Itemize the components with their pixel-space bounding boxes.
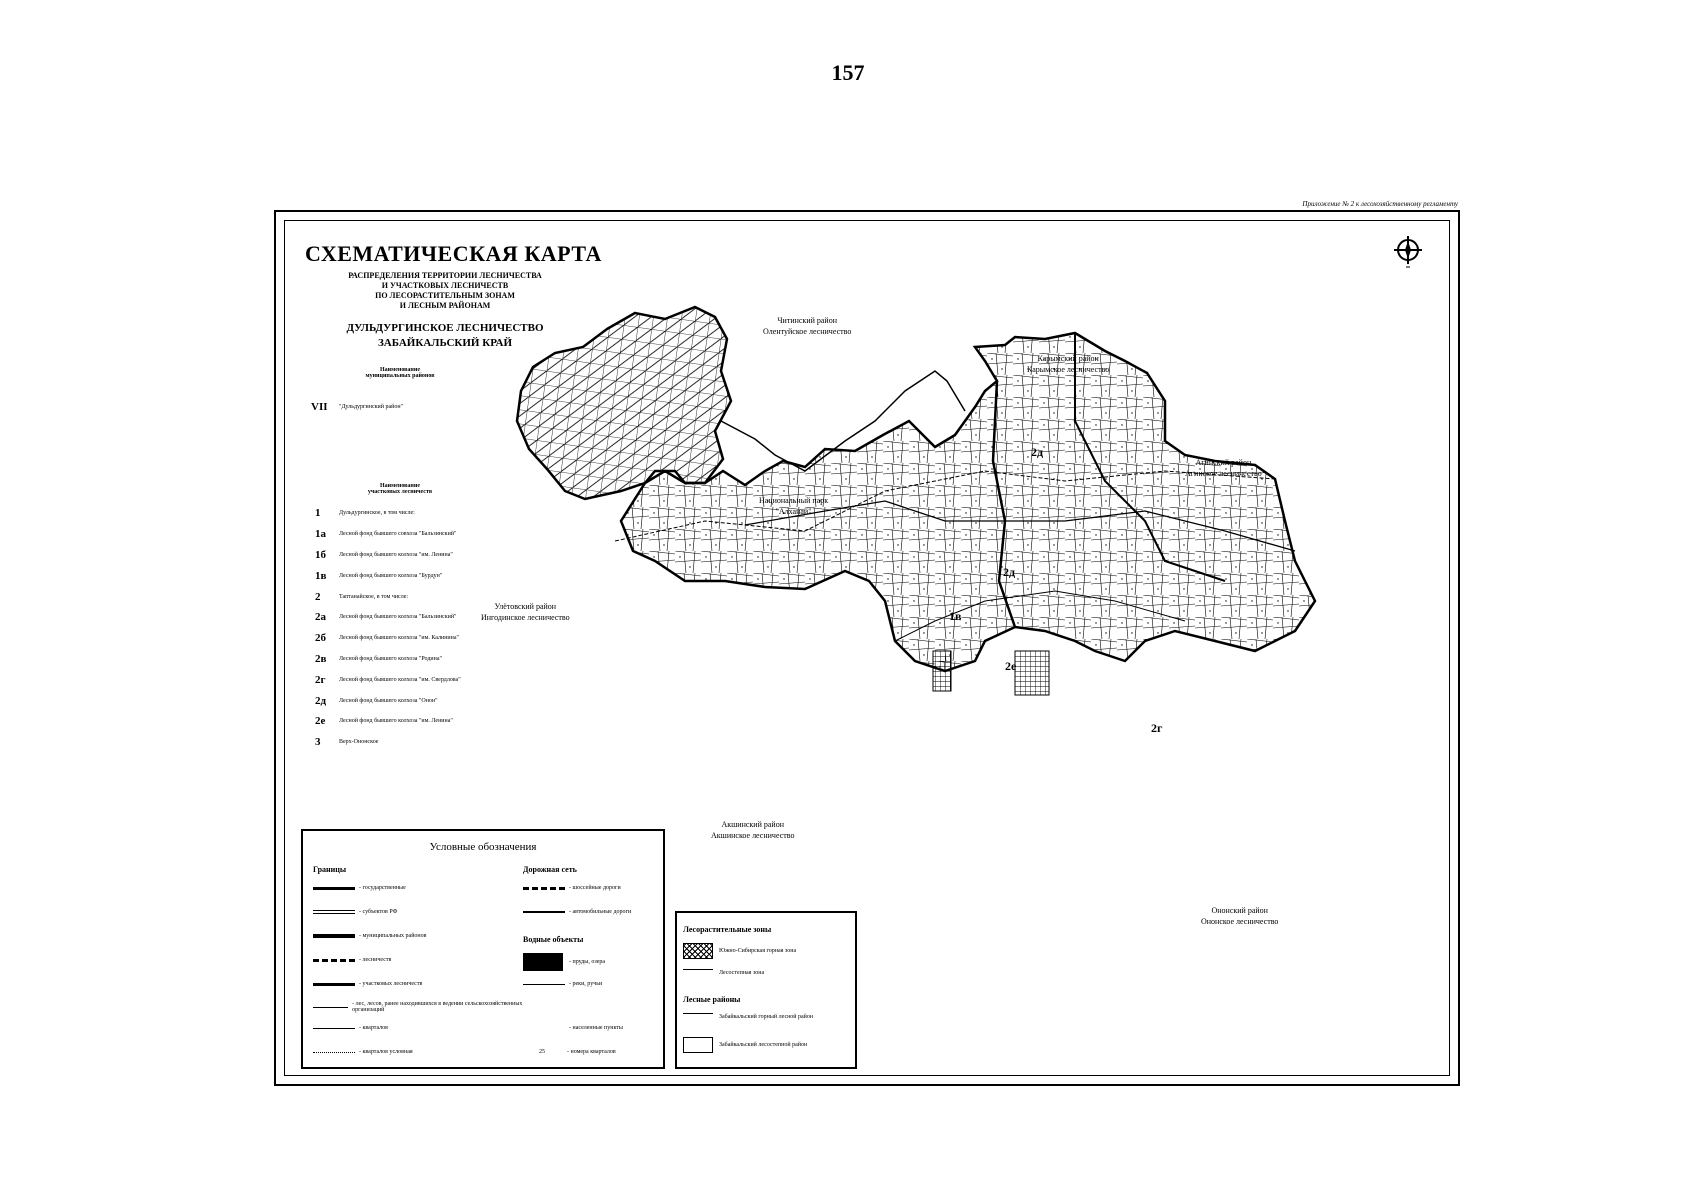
legend-text: - субъектов РФ	[359, 909, 398, 915]
item-code: 1а	[315, 528, 326, 541]
neighbor-label-north	[763, 315, 851, 337]
lake-symbol	[523, 953, 563, 971]
legend-title: Условные обозначения	[429, 841, 537, 853]
district-name: Читинский район	[777, 316, 837, 325]
heading-line: Наименование	[380, 367, 420, 373]
item-code: 1б	[315, 548, 326, 561]
local-forestry-boundary-symbol	[313, 983, 355, 986]
heading-line: участковых лесничеств	[367, 489, 433, 495]
legend-item	[683, 1037, 807, 1053]
item-code: 2в	[315, 652, 327, 665]
legend-item	[313, 1025, 388, 1031]
district-name: Акшинский район	[721, 820, 784, 829]
neighbor-label-east	[1185, 457, 1262, 479]
item-name: Лесной фонд бывшего колхоза "им. Ленина"	[339, 551, 453, 558]
zone-label: 1в	[949, 609, 962, 623]
settlement-block	[1015, 651, 1049, 695]
item-name: Лесной фонд бывшего колхоза "Онон"	[339, 697, 438, 704]
legend-text: - реки, ручьи	[569, 981, 603, 987]
heading-line: муниципальных районов	[365, 373, 435, 379]
legend-item	[569, 1025, 623, 1031]
legend-item	[683, 1013, 813, 1021]
subtitle-line: И УЧАСТКОВЫХ ЛЕСНИЧЕСТВ	[381, 281, 509, 290]
subtitle-line: ПО ЛЕСОРАСТИТЕЛЬНЫМ ЗОНАМ	[375, 291, 515, 300]
item-code: 2а	[315, 611, 326, 624]
item-name: Дульдургинское, в том числе:	[339, 510, 415, 517]
legend-item	[539, 1049, 616, 1055]
state-boundary-symbol	[313, 887, 355, 890]
national-park-label	[759, 495, 828, 517]
appendix-note: Приложение № 2 к лесохозяйственному регламенту	[1302, 200, 1458, 208]
neighbor-label-southeast	[1201, 905, 1278, 927]
item-code: 2б	[315, 632, 326, 645]
legend-item	[523, 981, 602, 987]
region-name: ЗАБАЙКАЛЬСКИЙ КРАЙ	[377, 337, 513, 349]
forestry-name: Ононское лесничество	[1201, 917, 1279, 926]
district-name: Агинский район	[1195, 458, 1252, 467]
item-name: Лесной фонд бывшего колхоза "Бальзинский"	[339, 614, 457, 621]
item-name: Лесной фонд бывшего колхоза "им. Ленина"	[339, 718, 453, 725]
forestry-name: Ингодинское лесничество	[481, 613, 570, 622]
settlement-block	[933, 651, 951, 691]
zones-heading: Лесорастительные зоны	[683, 925, 772, 934]
legend-text: - шоссейные дороги	[569, 885, 621, 891]
legend-text: Забайкальский горный лесной район	[719, 1014, 814, 1020]
map-sheet	[274, 200, 1460, 1086]
legend-text: - кварталов условная	[359, 1049, 413, 1055]
river-symbol	[523, 984, 565, 985]
legend-text: - участковых лесничеств	[359, 981, 423, 987]
legend-text: - кварталов	[359, 1025, 388, 1031]
zones-legend-box	[675, 911, 857, 1069]
legend-item	[313, 1001, 523, 1013]
item-name: Лесной фонд бывшего совхоза "Бальзинский"	[339, 531, 457, 538]
legend-text: Лесостепная зона	[719, 970, 765, 976]
zone-label: 2е	[1005, 659, 1017, 673]
highway-symbol	[523, 887, 565, 890]
mountain-zone-swatch	[683, 943, 713, 959]
item-code: 1в	[315, 569, 327, 582]
legend-text: - лесничеств	[359, 957, 392, 963]
item-name: Лесной фонд бывшего колхоза "Родина"	[339, 655, 442, 662]
municipal-code: VII	[311, 401, 328, 413]
page-number: 157	[831, 60, 865, 85]
municipal-boundary-symbol	[313, 934, 355, 938]
district-name: Улётовский район	[494, 602, 557, 611]
agri-forest-boundary-symbol	[313, 1007, 348, 1008]
forestry-boundary-symbol	[313, 959, 355, 962]
legend-item	[313, 981, 422, 987]
item-name: Таптанайское, в том числе:	[339, 593, 409, 600]
map-title: СХЕМАТИЧЕСКАЯ КАРТА	[305, 241, 602, 266]
legend-text: - населенные пункты	[569, 1025, 623, 1031]
steppe-region-swatch	[683, 1037, 713, 1053]
legend-item	[683, 943, 796, 959]
subject-boundary-symbol	[313, 910, 355, 914]
legend-item	[313, 909, 397, 915]
municipal-name: "Дульдургинский район"	[339, 404, 403, 410]
legend-item	[313, 957, 391, 963]
subtitle-line: РАСПРЕДЕЛЕНИЯ ТЕРРИТОРИИ ЛЕСНИЧЕСТВА	[348, 271, 542, 280]
subtitle-line: И ЛЕСНЫМ РАЙОНАМ	[399, 301, 491, 310]
steppe-zone-swatch	[683, 969, 713, 977]
item-code: 2е	[315, 715, 326, 728]
legend-item	[523, 909, 631, 915]
map-frame	[284, 220, 1450, 1076]
item-name: Лесной фонд бывшего колхоза "им. Калинина"	[339, 635, 459, 642]
legend-text: - муниципальных районов	[359, 933, 427, 939]
neighbor-label-northeast	[1027, 353, 1109, 375]
forestry-name: Олентуйское лесничество	[763, 327, 852, 336]
district-name: Ононский район	[1211, 906, 1268, 915]
item-code: 3	[315, 736, 321, 749]
district-name: Карымский район	[1037, 354, 1099, 363]
mountain-region-swatch	[683, 1013, 713, 1021]
item-name: Лесной фонд бывшего колхоза "Бурдун"	[339, 572, 443, 579]
forestry-name: Карымское лесничество	[1027, 365, 1110, 374]
motor-road-symbol	[523, 911, 565, 913]
legend-text: - номера кварталов	[567, 1049, 616, 1055]
legend-text: - пруды, озера	[569, 959, 606, 965]
zone-label: 2д	[1003, 565, 1016, 579]
neighbor-label-west	[481, 601, 570, 623]
park-name: "Алханай"	[775, 507, 812, 516]
legend-item	[313, 1049, 413, 1055]
roads-heading: Дорожная сеть	[523, 865, 577, 874]
legend-item	[523, 885, 621, 891]
park-name: Национальный парк	[759, 496, 829, 505]
item-code: 1	[315, 507, 321, 520]
item-name: Верх-Ононское	[339, 739, 379, 746]
legend-text: - лес, лесов, ранее находившихся в ведении сельскохозяйственных организаций	[352, 1001, 523, 1013]
water-heading: Водные объекты	[523, 935, 584, 944]
boundaries-heading: Границы	[313, 865, 347, 874]
quarter-boundary-symbol	[313, 1028, 355, 1029]
legend-item	[523, 953, 605, 971]
heading-line: Наименование	[380, 483, 420, 489]
forestry-name: ДУЛЬДУРГИНСКОЕ ЛЕСНИЧЕСТВО	[346, 322, 544, 334]
zone-label: 2д	[1031, 445, 1044, 459]
legend-text: - автомобильные дороги	[569, 909, 632, 915]
zone-label: 2г	[1151, 721, 1163, 735]
conditional-quarter-symbol	[313, 1052, 355, 1053]
legend-item	[313, 933, 426, 939]
zone-mountain-lobe	[517, 307, 731, 499]
item-code: 2д	[315, 694, 327, 707]
item-name: Лесной фонд бывшего колхоза "им. Свердлова"	[339, 676, 461, 683]
legend-text: Южно-Сибирская горная зона	[719, 948, 797, 954]
regions-heading: Лесные районы	[683, 995, 741, 1004]
legend-text: - государственные	[359, 885, 406, 891]
neighbor-label-south	[711, 819, 794, 841]
forestry-name: Акшинское лесничество	[711, 831, 795, 840]
item-code: 2	[315, 590, 321, 603]
forestry-name: Агинское лесничество	[1185, 469, 1262, 478]
quarter-number-symbol: 25	[539, 1049, 545, 1055]
legend-box	[301, 829, 665, 1069]
legend-item	[683, 969, 764, 977]
legend-item	[313, 885, 406, 891]
item-code: 2г	[315, 673, 326, 686]
legend-text: Забайкальский лесостепной район	[719, 1042, 808, 1048]
